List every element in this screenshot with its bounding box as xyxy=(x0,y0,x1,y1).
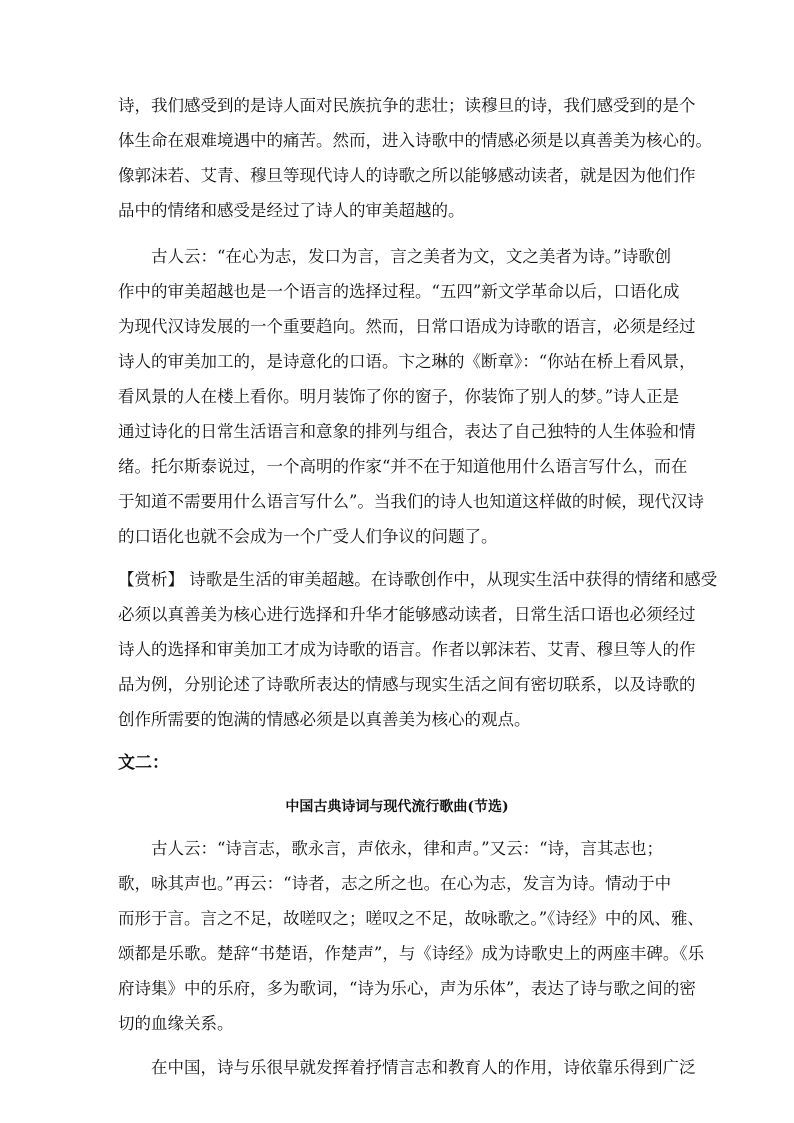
text-line: 切的血缘关系。 xyxy=(118,1014,234,1033)
text-line: 看风景的人在楼上看你。明月装饰了你的窗子，你装饰了别人的梦。”诗人正是 xyxy=(118,387,680,406)
section-heading: 文二： xyxy=(118,753,169,773)
text-line: 古人云：“在心为志，发口为言，言之美者为文，文之美者为诗。”诗歌创 xyxy=(151,247,672,266)
text-line: 通过诗化的日常生活语言和意象的排列与组合，表达了自己独特的人生体验和情 xyxy=(118,422,696,441)
text-line: 体生命在艰难境遇中的痛苦。然而，进入诗歌中的情感必须是以真善美为核心的。 xyxy=(118,131,712,150)
text-line: 绪。托尔斯泰说过，一个高明的作家“并不在于知道他用什么语言写什么，而在 xyxy=(118,457,688,476)
text-line: 古人云：“诗言志，歌永言，声依永，律和声。”又云：“诗，言其志也； xyxy=(151,839,664,858)
text-line: 在中国，诗与乐很早就发挥着抒情言志和教育人的作用，诗依靠乐得到广泛 xyxy=(151,1058,696,1077)
text-line: 而形于言。言之不足，故嗟叹之；嗟叹之不足，故咏歌之。”《诗经》中的风、雅、 xyxy=(118,909,704,928)
article-subtitle: 中国古典诗词与现代流行歌曲(节选) xyxy=(285,799,509,815)
text-line: 的口语化也就不会成为一个广受人们争议的问题了。 xyxy=(118,527,498,546)
text-line: 诗人的选择和审美加工才成为诗歌的语言。作者以郭沫若、艾青、穆旦等人的作 xyxy=(118,640,696,659)
text-line: 于知道不需要用什么语言写什么”。当我们的诗人也知道这样做的时候，现代汉诗 xyxy=(118,492,704,511)
text-line: 诗，我们感受到的是诗人面对民族抗争的悲壮；读穆旦的诗，我们感受到的是个 xyxy=(118,96,696,115)
text-line: 品中的情绪和感受是经过了诗人的审美超越的。 xyxy=(118,201,465,220)
text-line: 诗人的审美加工的，是诗意化的口语。卞之琳的《断章》：“你站在桥上看风景， xyxy=(118,352,696,371)
text-line: 必须以真善美为核心进行选择和升华才能够感动读者，日常生活口语也必须经过 xyxy=(118,605,696,624)
text-line: 作中的审美超越也是一个语言的选择过程。“五四”新文学革命以后，口语化成 xyxy=(118,282,680,301)
text-line: 创作所需要的饱满的情感必须是以真善美为核心的观点。 xyxy=(118,710,531,729)
text-line: 品为例，分别论述了诗歌所表达的情感与现实生活之间有密切联系，以及诗歌的 xyxy=(118,675,696,694)
text-line: 为现代汉诗发展的一个重要趋向。然而，日常口语成为诗歌的语言，必须是经过 xyxy=(118,317,696,336)
text-line: 像郭沫若、艾青、穆旦等现代诗人的诗歌之所以能够感动读者，就是因为他们作 xyxy=(118,166,696,185)
text-line: 府诗集》中的乐府，多为歌词，“诗为乐心，声为乐体”，表达了诗与歌之间的密 xyxy=(118,979,696,998)
appreciation-line: 【赏析】 诗歌是生活的审美超越。在诗歌创作中，从现实生活中获得的情绪和感受 xyxy=(118,570,718,589)
text-line: 歌，咏其声也。”再云：“诗者，志之所之也。在心为志，发言为诗。情动于中 xyxy=(118,874,672,893)
text-line: 颂都是乐歌。楚辞“书楚语，作楚声”，与《诗经》成为诗歌史上的两座丰碑。《乐 xyxy=(118,944,705,963)
